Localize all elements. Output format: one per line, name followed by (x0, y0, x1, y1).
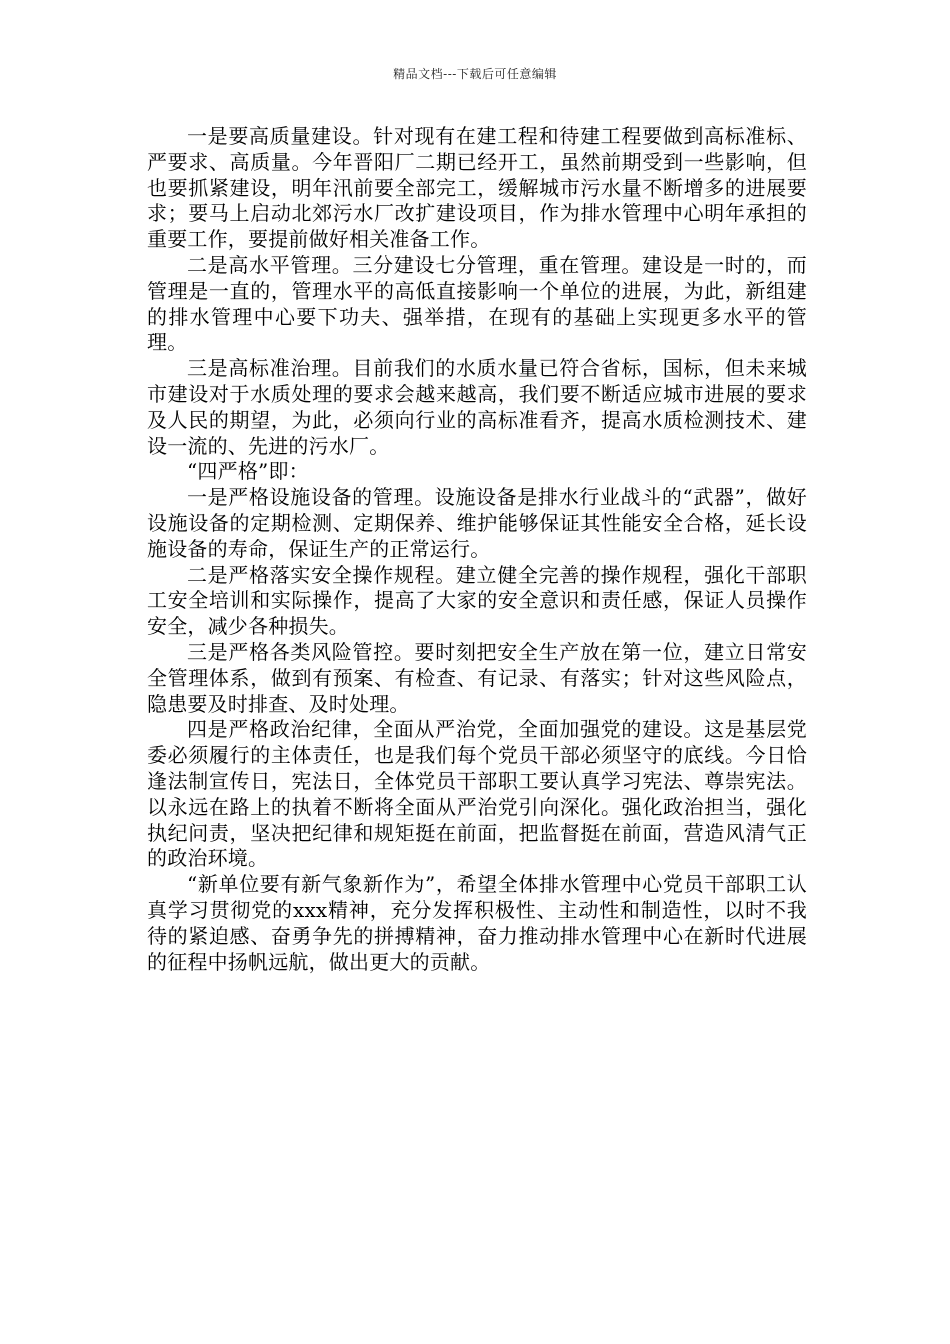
page-header: 精品文档---下载后可任意编辑 (393, 67, 557, 81)
paragraph-strict-safety-rules: 二是严格落实安全操作规程。建立健全完善的操作规程，强化干部职工安全培训和实际操作，提高了大家的安全意识和责任感，保证人员操作安全，减少各种损失。 (147, 562, 807, 639)
paragraph-strict-equipment: 一是严格设施设备的管理。设施设备是排水行业战斗的“武器”，做好设施设备的定期检测、定期保养、维护能够保证其性能安全合格，延长设施设备的寿命，保证生产的正常运行。 (147, 485, 807, 561)
paragraph-high-level-management: 二是高水平管理。三分建设七分管理，重在管理。建设是一时的，而管理是一直的，管理水平的高低直接影响一个单位的进展，为此，新组建的排水管理中心要下功夫、强举措，在现有的基础上实现更多水平的管理。 (147, 252, 807, 355)
document-body (147, 124, 807, 975)
paragraph-high-quality-construction: 一是要高质量建设。针对现有在建工程和待建工程要做到高标准标、严要求、高质量。今年晋阳厂二期已经开工，虽然前期受到一些影响，但也要抓紧建设，明年汛前要全部完工，缓解城市污水量不断增多的进展要求；要马上启动北郊污水厂改扩建设项目，作为排水管理中心明年承担的重要工作，要提前做好相关准备工作。 (147, 124, 807, 252)
paragraph-closing: “新单位要有新气象新作为”，希望全体排水管理中心党员干部职工认真学习贯彻党的xxx精神，充分发挥积极性、主动性和制造性，以时不我待的紧迫感、奋勇争先的拼搏精神，奋力推动排水管理中心在新时代进展的征程中扬帆远航，做出更大的贡献。 (147, 872, 807, 974)
paragraph-strict-political-discipline: 四是严格政治纪律，全面从严治党，全面加强党的建设。这是基层党委必须履行的主体责任，也是我们每个党员干部必须坚守的底线。今日恰逢法制宣传日，宪法日，全体党员干部职工要认真学习宪法、尊崇宪法。以永远在路上的执着不断将全面从严治党引向深化。强化政治担当，强化执纪问责，坚决把纪律和规矩挺在前面，把监督挺在前面，营造风清气正的政治环境。 (147, 717, 807, 871)
paragraph-strict-risk-control: 三是严格各类风险管控。要时刻把安全生产放在第一位，建立日常安全管理体系，做到有预案、有检查、有记录、有落实；针对这些风险点，隐患要及时排查、及时处理。 (147, 639, 807, 716)
paragraph-four-strict-heading: “四严格”即： (187, 459, 309, 484)
paragraph-high-standard-treatment: 三是高标准治理。目前我们的水质水量已符合省标，国标，但未来城市建设对于水质处理的要求会越来越高，我们要不断适应城市进展的要求及人民的期望，为此，必须向行业的高标准看齐，提高水质检测技术、建设一流的、先进的污水厂。 (147, 356, 807, 458)
